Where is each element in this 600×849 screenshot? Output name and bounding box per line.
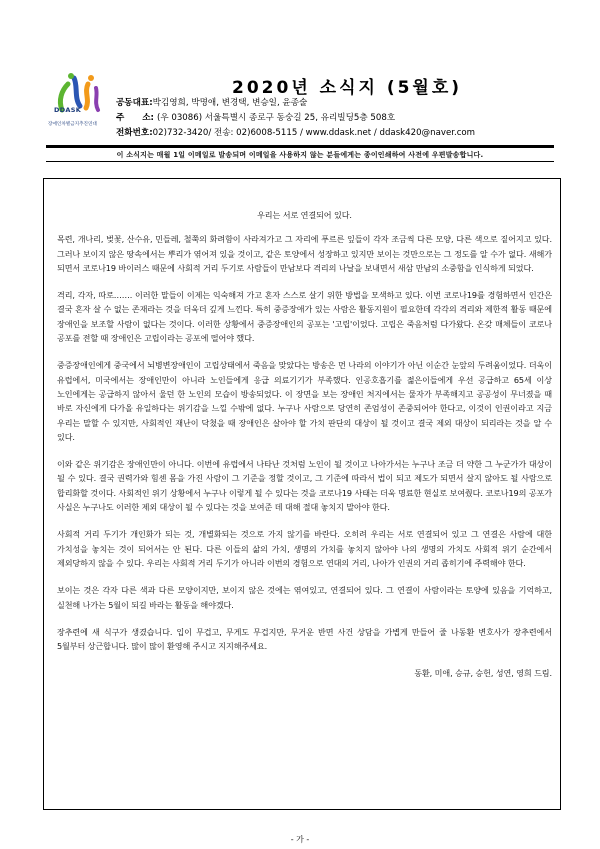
info-row-contact xyxy=(116,126,475,141)
article-paragraph: 중증장애인에게 중국에서 뇌병변장애인이 고립상태에서 죽음을 맞았다는 방송은 먼 나라의 이야기가 아닌 이순간 눈앞의 두려움이었다. 더욱이 유럽에서, 미국에서는 장애인만이 아니라 노인들에게 응급 의료기기가 부족했다. 인공호흡기를 젊은이들에게 우선 공급하고 65세 이상 노인에게는 공급하지 않아서 울던 한 노인의 모습이 방송되었다. 이 장면을 보는 장애인 처지에서는 물자가 부족해지고 공공성이 무너졌을 때 바로 자신에게 다가올 유일하다는 위기감을 느낄 수밖에 없다. 누구나 사람으로 당연히 존엄성이 존중되어야 한다고, 이것이 인권이라고 지금 우리는 말할 수 있지만, 사회적인 재난이 닥쳤을 때 장애인은 살아야 할 가치 판단의 대상이 될 것이고 결국 제외 대상이 되리라는 것을 알 수 있다. xyxy=(57,360,552,442)
article-paragraph: 이와 같은 위기감은 장애인만이 아니다. 이번에 유럽에서 나타난 것처럼 노인이 될 것이고 나아가서는 누구나 조금 더 약한 그 누군가가 대상이 될 수 있다. 결국 권력가와 힘센 몸을 가진 사람이 그 기준을 정할 것이고, 그 기준에 따라서 법이 되고 제도가 되면서 살지 않아도 될 사람으로 합리화할 것이다. 사회적인 위기 상황에서 누구나 이렇게 될 수 있다는 것을 코로나19 사태는 더욱 명료한 현실로 보여줬다. 코로나19의 공포가 사실은 누구나도 이러한 제외 대상이 될 수 있다는 것을 보여준 데 대해 절대 놓치지 말아야 한다. xyxy=(57,459,552,513)
article-body xyxy=(57,208,552,694)
logo-text-en: DDASK xyxy=(54,106,82,114)
article-signature: 동환, 미애, 승규, 승헌, 성연, 영희 드림. xyxy=(414,668,552,679)
article-paragraph: 목련, 개나리, 벚꽃, 산수유, 민들레, 철쭉의 화려함이 사라져가고 그 자리에 푸르른 잎들이 각자 조금씩 다른 모양, 다른 색으로 짙어지고 있다. 그러나 보이지 않은 땅속에서는 뿌리가 엮어져 있을 것이고, 같은 토양에서 성장하고 있지만 보이는 것만으로는 그 정도를 알 수가 없다. 새해가 되면서 코로나19 바이러스 때문에 사회적 거리 두기로 사람들이 만남보다 격리의 나날을 보내면서 새삼 만남의 소중함을 인식하게 되었다. xyxy=(57,234,552,273)
info-value: 02)732-3420/ 전송: 02)6008-5115 / www.ddask.net / ddask420@naver.com xyxy=(152,128,476,138)
ddask-logo xyxy=(44,70,110,138)
info-value: (우 03086) 서울특별시 종로구 동숭길 25, 유리빌딩5층 508호 xyxy=(156,113,396,123)
article-paragraph: 격리, 각자, 따로……. 이러한 말들이 이제는 익숙해져 가고 혼자 스스로 살기 위한 방법을 모색하고 있다. 이번 코로나19를 경험하면서 인간은 결국 혼자 살 수 없는 존재라는 것을 더욱더 깊게 느낀다. 특히 중증장애가 있는 사람은 활동지원이 필요한데 각각의 격리와 제한적 활동 때문에 장애인을 보조할 사람이 없다는 것이다. 이러한 상황에서 중증장애인의 공포는 '고립'이었다. 고립은 죽음처럼 다가왔다. 온갖 매체들이 코로나 공포를 전할 때 장애인은 고립이라는 공포에 떨어야 했다. xyxy=(57,290,552,344)
info-row-address xyxy=(116,111,475,126)
newsletter-title: 2020년 소식지 (5월호) xyxy=(232,78,463,98)
info-label: 전화번호: xyxy=(116,128,153,138)
header-divider xyxy=(46,145,554,148)
page-number: - 가 - xyxy=(290,835,310,844)
logo-text-ko: 장애인차별금지추진연대 xyxy=(48,122,97,127)
article-paragraph: 장추련에 새 식구가 생겼습니다. 입이 무겁고, 무게도 무겁지만, 무거운 반면 사건 상담을 가볍게 만들어 줄 나동환 변호사가 장추련에서 5월부터 상근합니다. 많이 많이 환영해 주시고 지지해주세요. xyxy=(57,626,552,652)
notice-divider xyxy=(46,161,554,162)
info-label: 주 소: xyxy=(116,113,157,123)
info-label: 공동대표: xyxy=(116,98,153,108)
org-info xyxy=(116,96,475,141)
distribution-notice: 이 소식지는 매월 1일 이메일로 발송되며 이메일을 사용하지 않는 분들에게는 종이인쇄하여 사전에 우편발송합니다. xyxy=(116,151,484,159)
article-paragraph: 보이는 것은 각자 다른 색과 다른 모양이지만, 보이지 않은 것에는 엮여있고, 연결되어 있다. 그 연결이 사람이라는 토양에 있음을 기억하고, 실천해 나가는 5월이 되길 바라는 활동을 해야겠다. xyxy=(57,585,552,610)
info-value: 박김영희, 박명애, 변경택, 변승일, 윤종술 xyxy=(152,98,308,108)
info-row-representatives xyxy=(116,96,475,111)
article-paragraph: 사회적 거리 두기가 개인화가 되는 것, 개별화되는 것으로 가지 않기를 바란다. 오히려 우리는 서로 연결되어 있고 그 연결은 사람에 대한 가치성을 놓치는 것이 되어서는 안 된다. 다른 이들의 삶의 가치, 생명의 가치를 놓치지 않아야 나의 생명의 가치도 사회적 위기 순간에서 제외당하지 않을 수 있다. 우리는 사회적 거리 두기가 아니라 이번의 경험으로 연대의 거리, 나아가 인권의 거리 좁히기에 주력해야 한다. xyxy=(57,529,552,568)
article-title: 우리는 서로 연결되어 있다. xyxy=(257,210,352,220)
